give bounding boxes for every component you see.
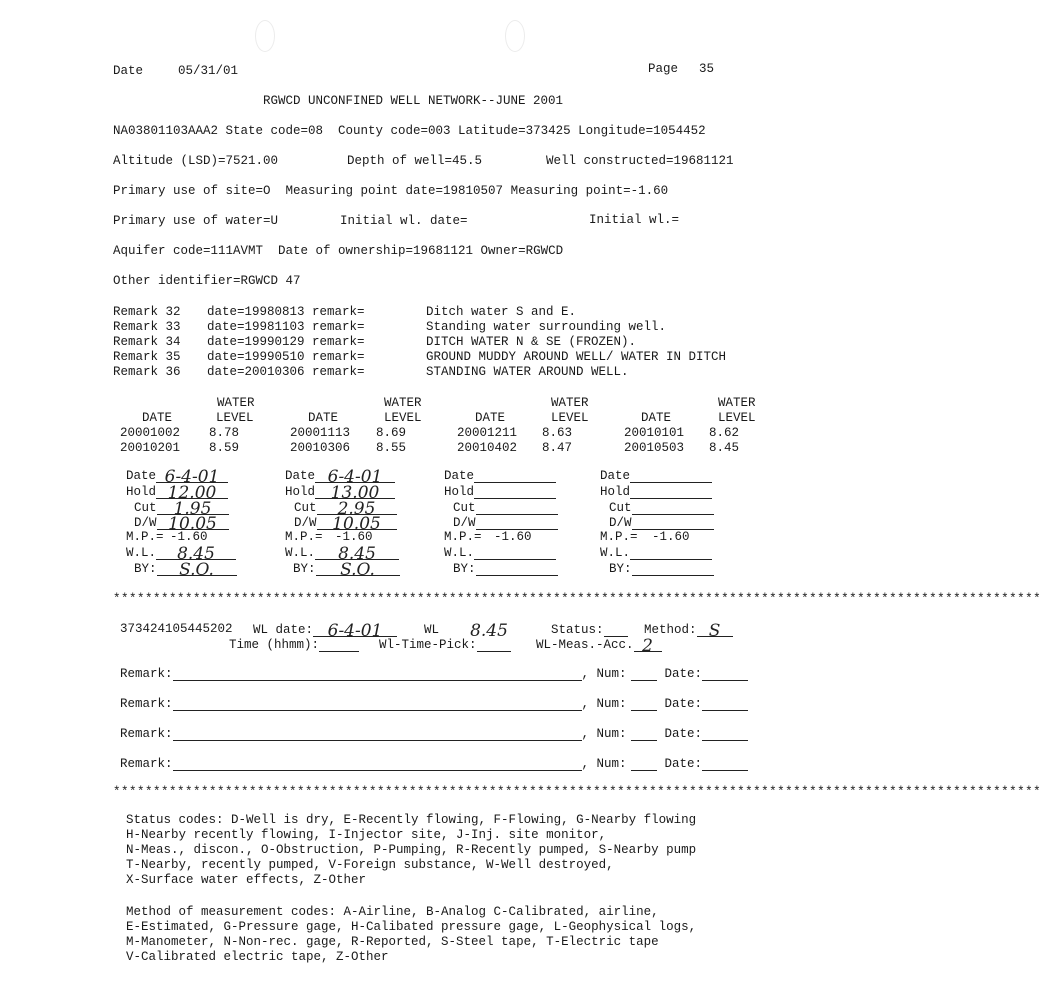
wl-level: 8.62 (709, 426, 740, 440)
entry-wl: WL 8.45 (424, 622, 539, 637)
wl-level: 8.63 (542, 426, 573, 440)
wl-date: 20010306 (290, 441, 351, 455)
field-cut-input[interactable]: 1.95 (157, 500, 229, 515)
method-code-line: Method of measurement codes: A-Airline, B-Analog C-Calibrated, airline, (126, 905, 659, 919)
field-date: Date (444, 468, 556, 483)
field-wl-input[interactable]: 8.45 (156, 545, 236, 560)
col-head-date: DATE (475, 411, 506, 425)
entry-status: Status: (551, 622, 628, 637)
field-wl-input[interactable] (474, 545, 556, 560)
col-head-date: DATE (641, 411, 672, 425)
field-date: Date (600, 468, 712, 483)
field-cut-input[interactable] (476, 500, 558, 515)
field-wl: W.L. (600, 545, 712, 560)
field-dw: D/W (453, 515, 558, 530)
field-cut: Cut (609, 500, 714, 515)
entry-site-id: 373424105445202 (120, 622, 233, 636)
remark-date: date=20010306 remark= (207, 365, 365, 379)
header-page-label: Page (648, 62, 679, 76)
field-wl: W.L. 8.45 (126, 545, 236, 560)
site-line-6: Other identifier=RGWCD 47 (113, 274, 301, 288)
remark-line: Remark: , Num: Date: (120, 726, 748, 741)
field-by-input[interactable] (476, 561, 558, 576)
wl-date: 20001002 (120, 426, 181, 440)
col-head-water: WATER (551, 396, 589, 410)
wl-date: 20001211 (457, 426, 518, 440)
field-by: BY: S.O. (293, 561, 400, 576)
remark-date: date=19990510 remark= (207, 350, 365, 364)
entry-time-pick: Wl-Time-Pick: (379, 637, 511, 652)
field-mp-label: M.P.= (444, 530, 482, 544)
entry-wl-date: WL date: 6-4-01 (253, 622, 397, 637)
wl-level: 8.45 (709, 441, 740, 455)
col-head-water: WATER (384, 396, 422, 410)
field-dw-input[interactable]: 10.05 (157, 515, 229, 530)
remark-text: GROUND MUDDY AROUND WELL/ WATER IN DITCH (426, 350, 727, 364)
site-initial-wl-date: Initial wl. date= (340, 214, 468, 228)
field-hold: Hold 12.00 (126, 484, 228, 499)
status-code-line: H-Nearby recently flowing, I-Injector site, J-Inj. site monitor, (126, 828, 607, 842)
field-by-input[interactable] (632, 561, 714, 576)
field-date: Date 6-4-01 (285, 468, 395, 483)
date-input[interactable] (702, 696, 748, 711)
wl-level: 8.78 (209, 426, 240, 440)
field-cut-input[interactable]: 2.95 (317, 500, 397, 515)
col-head-water: WATER (718, 396, 756, 410)
field-mp-value: -1.60 (494, 530, 532, 544)
remark-date: date=19990129 remark= (207, 335, 365, 349)
field-dw-input[interactable]: 10.05 (317, 515, 397, 530)
remark-line-input[interactable] (173, 696, 582, 711)
field-hold-input[interactable] (474, 484, 556, 499)
date-input[interactable] (702, 756, 748, 771)
field-mp-label: M.P.= (285, 530, 323, 544)
site-constructed: Well constructed=19681121 (546, 154, 734, 168)
remark-line-input[interactable] (173, 666, 582, 681)
field-hold-input[interactable]: 13.00 (315, 484, 395, 499)
entry-status-input[interactable] (604, 622, 628, 637)
entry-wl-input[interactable]: 8.45 (470, 621, 508, 641)
field-mp-label: M.P.= (126, 530, 164, 544)
remark-text: Ditch water S and E. (426, 305, 577, 319)
field-cut-input[interactable] (632, 500, 714, 515)
field-cut: Cut (453, 500, 558, 515)
field-by: BY: S.O. (134, 561, 237, 576)
col-head-date: DATE (142, 411, 173, 425)
remark-date: date=19981103 remark= (207, 320, 365, 334)
col-head-level: LEVEL (718, 411, 756, 425)
site-line-1: NA03801103AAA2 State code=08 County code=003 Latitude=373425 Longitude=1054452 (113, 124, 706, 138)
method-code-line: V-Calibrated electric tape, Z-Other (126, 950, 389, 964)
field-hold: Hold (444, 484, 556, 499)
field-hold: Hold 13.00 (285, 484, 395, 499)
field-cut: Cut 2.95 (294, 500, 397, 515)
field-by: BY: (609, 561, 714, 576)
punch-hole-left (255, 20, 275, 52)
remark-label: Remark 33 (113, 320, 181, 334)
wl-level: 8.59 (209, 441, 240, 455)
separator-stars: ******************************************************************************************************************** (113, 785, 1041, 799)
field-dw: D/W 10.05 (294, 515, 397, 530)
field-dw-input[interactable] (632, 515, 714, 530)
field-by-input[interactable]: S.O. (157, 561, 237, 576)
field-wl: W.L. 8.45 (285, 545, 399, 560)
field-date-input[interactable]: 6-4-01 (156, 468, 228, 483)
field-wl-input[interactable] (630, 545, 712, 560)
entry-meas-acc-input[interactable]: 2 (634, 637, 662, 652)
field-date-input[interactable]: 6-4-01 (315, 468, 395, 483)
entry-time: Time (hhmm): (229, 637, 359, 652)
field-mp-value: -1.60 (335, 530, 373, 544)
method-code-line: M-Manometer, N-Non-rec. gage, R-Reported, S-Steel tape, T-Electric tape (126, 935, 659, 949)
remark-line-input[interactable] (173, 756, 582, 771)
status-code-line: N-Meas., discon., O-Obstruction, P-Pumping, R-Recently pumped, S-Nearby pump (126, 843, 697, 857)
entry-method-input[interactable]: S (697, 622, 733, 637)
num-input[interactable] (631, 756, 657, 771)
remark-line: Remark: , Num: Date: (120, 666, 748, 681)
field-hold-input[interactable] (630, 484, 712, 499)
entry-method: Method: S (644, 622, 733, 637)
col-head-level: LEVEL (216, 411, 254, 425)
wl-date: 20010201 (120, 441, 181, 455)
entry-meas-acc: WL-Meas.-Acc. 2 (536, 637, 662, 652)
num-input[interactable] (631, 696, 657, 711)
entry-time-input[interactable] (319, 637, 359, 652)
wl-date: 20010402 (457, 441, 518, 455)
field-mp-value: -1.60 (652, 530, 690, 544)
wl-date: 20001113 (290, 426, 351, 440)
field-wl: W.L. (444, 545, 556, 560)
field-hold: Hold (600, 484, 712, 499)
col-head-date: DATE (308, 411, 339, 425)
field-wl-input[interactable]: 8.45 (315, 545, 399, 560)
field-date-input[interactable] (630, 468, 712, 483)
wl-level: 8.69 (376, 426, 407, 440)
col-head-level: LEVEL (551, 411, 589, 425)
remark-line: Remark: , Num: Date: (120, 696, 748, 711)
status-code-line: Status codes: D-Well is dry, E-Recently flowing, F-Flowing, G-Nearby flowing (126, 813, 697, 827)
num-input[interactable] (631, 666, 657, 681)
entry-wl-date-input[interactable]: 6-4-01 (313, 622, 397, 637)
date-input[interactable] (702, 726, 748, 741)
remark-text: Standing water surrounding well. (426, 320, 667, 334)
remark-label: Remark 35 (113, 350, 181, 364)
field-by-input[interactable]: S.O. (316, 561, 400, 576)
remark-line: Remark: , Num: Date: (120, 756, 748, 771)
report-title: RGWCD UNCONFINED WELL NETWORK--JUNE 2001 (263, 94, 564, 108)
wl-date: 20010101 (624, 426, 685, 440)
field-mp-label: M.P.= (600, 530, 638, 544)
status-code-line: T-Nearby, recently pumped, V-Foreign substance, W-Well destroyed, (126, 858, 614, 872)
entry-time-pick-input[interactable] (477, 637, 511, 652)
remark-text: DITCH WATER N & SE (FROZEN). (426, 335, 637, 349)
punch-hole-right (505, 20, 525, 52)
site-use-water: Primary use of water=U (113, 214, 279, 228)
field-date-input[interactable] (474, 468, 556, 483)
site-altitude: Altitude (LSD)=7521.00 (113, 154, 279, 168)
method-code-line: E-Estimated, G-Pressure gage, H-Calibated pressure gage, L-Geophysical logs, (126, 920, 697, 934)
remark-label: Remark 32 (113, 305, 181, 319)
site-depth: Depth of well=45.5 (347, 154, 483, 168)
field-dw-input[interactable] (476, 515, 558, 530)
field-hold-input[interactable]: 12.00 (156, 484, 228, 499)
col-head-water: WATER (217, 396, 255, 410)
separator-stars: ******************************************************************************************************************** (113, 592, 1041, 606)
field-mp-value: -1.60 (170, 530, 208, 544)
header-date-value: 05/31/01 (178, 64, 239, 78)
wl-date: 20010503 (624, 441, 685, 455)
field-dw: D/W 10.05 (134, 515, 229, 530)
date-input[interactable] (702, 666, 748, 681)
site-initial-wl: Initial wl.= (589, 213, 680, 227)
field-date: Date 6-4-01 (126, 468, 228, 483)
header-page-number: 35 (699, 62, 715, 76)
remark-label: Remark 34 (113, 335, 181, 349)
status-code-line: X-Surface water effects, Z-Other (126, 873, 367, 887)
remark-label: Remark 36 (113, 365, 181, 379)
site-line-5: Aquifer code=111AVMT Date of ownership=19681121 Owner=RGWCD (113, 244, 564, 258)
remark-line-input[interactable] (173, 726, 582, 741)
field-dw: D/W (609, 515, 714, 530)
header-date-label: Date (113, 64, 144, 78)
field-by: BY: (453, 561, 558, 576)
remark-date: date=19980813 remark= (207, 305, 365, 319)
remark-text: STANDING WATER AROUND WELL. (426, 365, 629, 379)
field-cut: Cut 1.95 (134, 500, 229, 515)
num-input[interactable] (631, 726, 657, 741)
wl-level: 8.55 (376, 441, 407, 455)
wl-level: 8.47 (542, 441, 573, 455)
site-line-3: Primary use of site=O Measuring point date=19810507 Measuring point=-1.60 (113, 184, 669, 198)
col-head-level: LEVEL (384, 411, 422, 425)
